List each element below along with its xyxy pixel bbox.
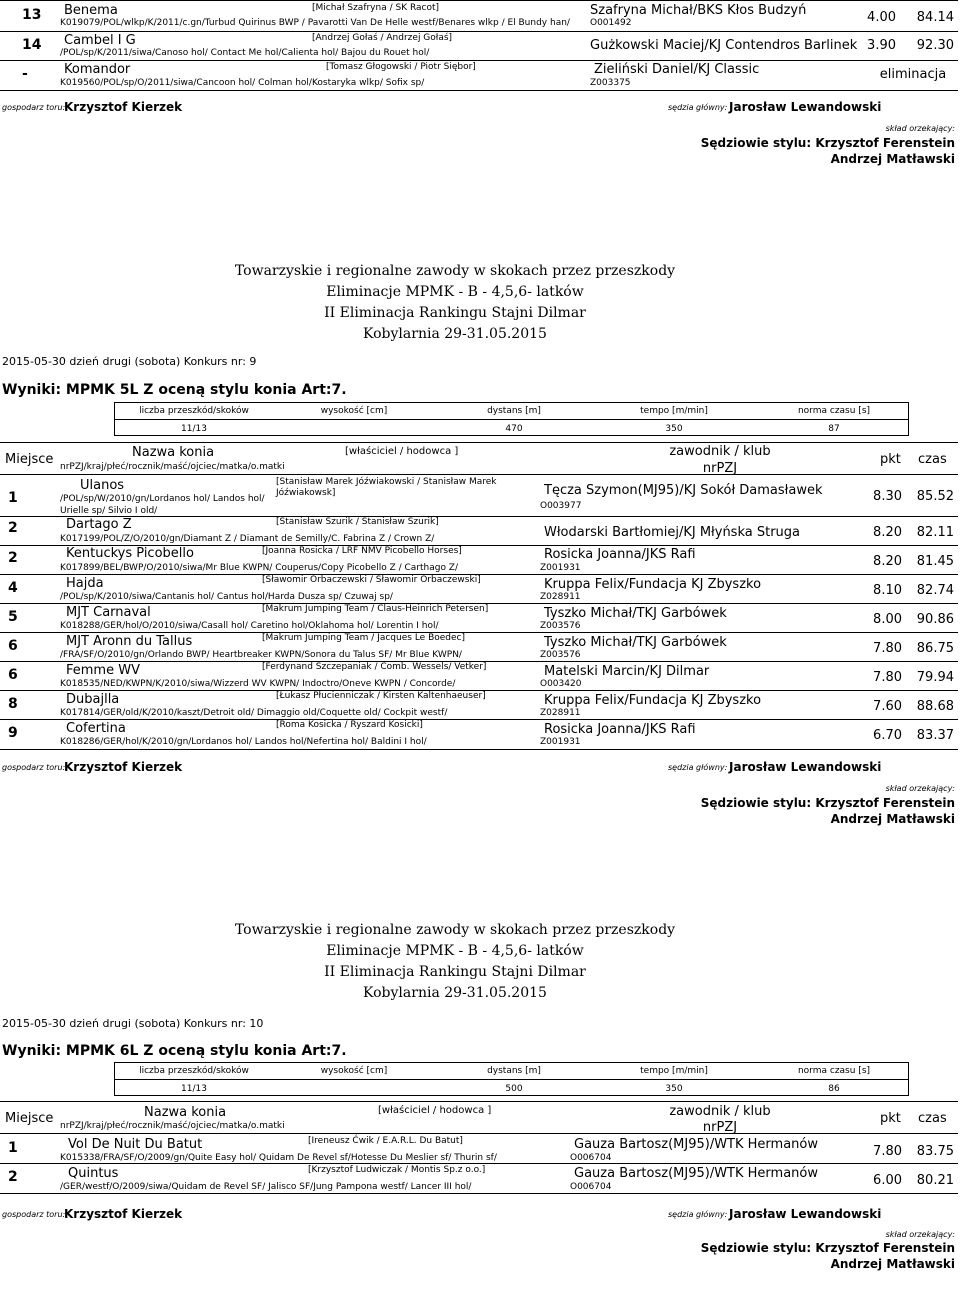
owner-breeder: [Michał Szafryna / SK Racot] (312, 3, 440, 13)
owner-breeder: [Łukasz Płucienniczak / Kirsten Kaltenhaeuser] (276, 691, 486, 701)
result-time: 86.75 (916, 641, 954, 656)
horse-name: MJT Carnaval (66, 605, 151, 620)
event-title: Towarzyskie i regionalne zawody w skokach przez przeszkody (234, 263, 676, 279)
horse-details: K018286/GER/hol/K/2010/gn/Lordanos hol/ Landos hol/Nefertina hol/ Baldini I hol/ (60, 737, 427, 747)
horse-details: K018288/GER/hol/O/2010/siwa/Casall hol/ Caretino hol/Oklahoma hol/ Lorentin I hol/ (60, 621, 439, 631)
result-time: 82.11 (916, 525, 954, 540)
owner-breeder: [Joanna Rosicka / LRF NMV Picobello Horses] (262, 546, 462, 556)
param-distance: 470 (505, 424, 523, 434)
horse-name: Cambel I G (64, 33, 136, 48)
rider-club: Kruppa Felix/Fundacja KJ Zbyszko (544, 577, 762, 592)
style-judges-label: Sędziowie stylu: (700, 1241, 812, 1255)
col-rider: zawodnik / klub (669, 444, 771, 459)
rider-license: Z028911 (540, 592, 581, 602)
owner-breeder: [Makrum Jumping Team / Claus-Heinrich Petersen] (262, 604, 489, 614)
competition-day: 2015-05-30 dzień drugi (sobota) Konkurs nr: 10 (2, 1017, 264, 1030)
horse-name: Ulanos (80, 478, 125, 493)
param-distance-label: dystans [m] (487, 406, 541, 416)
param-tempo: 350 (665, 1084, 683, 1094)
result-time: 92.30 (916, 38, 954, 53)
horse-details: /GER/westf/O/2009/siwa/Quidam de Revel SF/ Jalisco SF/Jung Pampona westf/ Lancer III hol/ (60, 1182, 472, 1192)
result-place: 4 (8, 580, 18, 596)
result-time: 83.75 (916, 1144, 954, 1159)
judge-name: Andrzej Matławski (830, 152, 955, 166)
owner-breeder: [Sławomir Orbaczewski / Sławomir Orbaczewski] (262, 575, 481, 585)
result-place: - (22, 66, 28, 82)
rider-license: O006704 (570, 1153, 612, 1163)
panel-label: skład orzekający: (885, 124, 955, 133)
horse-name: Benema (64, 3, 118, 18)
col-place: Miejsce (5, 452, 54, 467)
judge-name: Andrzej Matławski (830, 1257, 955, 1271)
param-tempo-label: tempo [m/min] (640, 1066, 708, 1076)
event-subtitle: Eliminacje MPMK - B - 4,5,6- latków (326, 943, 584, 959)
event-venue-date: Kobylarnia 29-31.05.2015 (363, 326, 547, 342)
result-place: 2 (8, 520, 18, 536)
col-horse-details: nrPZJ/kraj/płeć/rocznik/maść/ojciec/matka/o.matki (60, 462, 285, 472)
result-time: 80.21 (916, 1173, 954, 1188)
style-judges (700, 796, 955, 810)
horse-details: /POL/sp/K/2011/siwa/Canoso hol/ Contact Me hol/Calienta hol/ Bajou du Rouet hol/ (60, 48, 430, 58)
result-place: 5 (8, 609, 18, 625)
param-tempo-label: tempo [m/min] (640, 406, 708, 416)
col-rider-license: nrPZJ (702, 461, 738, 476)
col-owner: [właściciel / hodowca ] (345, 446, 459, 457)
result-points: 8.10 (873, 583, 902, 598)
rider-club: Gauza Bartosz(MJ95)/WTK Hermanów (574, 1137, 818, 1152)
result-time: 79.94 (916, 670, 954, 685)
col-rider: zawodnik / klub (669, 1104, 771, 1119)
style-judge-name: Krzysztof Ferenstein (815, 1241, 955, 1255)
result-time: 83.37 (916, 728, 954, 743)
result-place: 6 (8, 667, 18, 683)
result-points: 4.00 (867, 10, 896, 25)
host-name: Krzysztof Kierzek (64, 100, 183, 114)
rider-license: Z003576 (540, 650, 581, 660)
result-time: 82.74 (916, 583, 954, 598)
param-height-label: wysokość [cm] (320, 406, 388, 416)
event-ranking: II Eliminacja Rankingu Stajni Dilmar (324, 305, 586, 321)
course-parameters (114, 402, 909, 436)
col-place: Miejsce (5, 1111, 54, 1126)
owner-breeder: [Tomasz Głogowski / Piotr Siębor] (326, 62, 476, 72)
param-distance: 500 (505, 1084, 523, 1094)
rider-club: Włodarski Bartłomiej/KJ Młyńska Struga (544, 525, 801, 540)
rider-license: Z003576 (540, 621, 581, 631)
style-judges (700, 1241, 955, 1255)
result-place: 1 (8, 490, 18, 506)
result-time: 88.68 (916, 699, 954, 714)
result-place: 13 (22, 7, 42, 23)
result-place: 8 (8, 696, 18, 712)
col-horse-details: nrPZJ/kraj/płeć/rocznik/maść/ojciec/matka/o.matki (60, 1121, 285, 1131)
owner-breeder: [Makrum Jumping Team / Jacques Le Boedec] (262, 633, 465, 643)
host-label: gospodarz toru: (2, 103, 66, 112)
param-height-label: wysokość [cm] (320, 1066, 388, 1076)
horse-name: Hajda (66, 576, 104, 591)
event-title: Towarzyskie i regionalne zawody w skokach przez przeszkody (234, 922, 676, 938)
horse-details: K018535/NED/KWPN/K/2010/siwa/Wizzerd WV KWPN/ Indoctro/Oneve KWPN / Concorde/ (60, 679, 456, 689)
horse-name: Femme WV (66, 663, 140, 678)
param-time-norm: 86 (828, 1084, 840, 1094)
chief-judge-label: sędzia główny: (668, 1210, 728, 1219)
owner-breeder: [Ferdynand Szczepaniak / Comb. Wessels/ Vetker] (262, 662, 487, 672)
results-title: Wyniki: MPMK 6L Z oceną stylu konia Art:7. (2, 1043, 347, 1059)
result-place: 14 (22, 37, 42, 53)
col-horse: Nazwa konia (132, 445, 215, 460)
rider-club: Rosicka Joanna/JKS Rafi (544, 547, 696, 562)
horse-details: K017814/GER/old/K/2010/kaszt/Detroit old/ Dimaggio old/Coquette old/ Cockpit westf/ (60, 708, 448, 718)
panel-label: skład orzekający: (885, 1230, 955, 1239)
horse-name: Quintus (68, 1166, 119, 1181)
rider-club: Zieliński Daniel/KJ Classic (594, 62, 760, 77)
rider-club: Gużkowski Maciej/KJ Contendros Barlinek (590, 38, 858, 53)
param-obstacles: 11/13 (181, 1084, 207, 1094)
host-name: Krzysztof Kierzek (64, 760, 183, 774)
result-points: 8.20 (873, 525, 902, 540)
style-judges-label: Sędziowie stylu: (700, 796, 812, 810)
param-tempo: 350 (665, 424, 683, 434)
horse-details: K017199/POL/Z/O/2010/gn/Diamant Z / Diamant de Semilly/C. Fabrina Z / Crown Z/ (60, 534, 435, 544)
param-obstacles-label: liczba przeszkód/skoków (139, 1066, 249, 1076)
chief-judge-name: Jarosław Lewandowski (729, 100, 882, 114)
rider-club: Matelski Marcin/KJ Dilmar (544, 664, 710, 679)
rider-license: O003420 (540, 679, 582, 689)
param-time-norm-label: norma czasu [s] (797, 406, 871, 416)
col-time: czas (918, 1111, 947, 1126)
result-time: 90.86 (916, 612, 954, 627)
result-time: 85.52 (916, 489, 954, 504)
param-time-norm-label: norma czasu [s] (797, 1066, 871, 1076)
horse-name: Vol De Nuit Du Batut (68, 1137, 203, 1152)
horse-name: Dartago Z (66, 517, 132, 532)
horse-details-cont: Urielle sp/ Silvio I old/ (60, 506, 158, 516)
param-distance-label: dystans [m] (487, 1066, 541, 1076)
horse-name: Cofertina (66, 721, 126, 736)
result-place: 2 (8, 1169, 18, 1185)
col-points: pkt (880, 1111, 901, 1126)
rider-license: O001492 (590, 18, 632, 28)
horse-details: K017899/BEL/BWP/O/2010/siwa/Mr Blue KWPN/ Couperus/Copy Picobello Z / Carthago Z/ (60, 563, 459, 573)
horse-name: Komandor (64, 62, 131, 77)
owner-breeder: [Roma Kosicka / Ryszard Kosicki] (276, 720, 423, 730)
col-time: czas (918, 452, 947, 467)
judge-name: Andrzej Matławski (830, 812, 955, 826)
result-points: 3.90 (867, 38, 896, 53)
rider-license: Z001931 (540, 563, 581, 573)
owner-breeder: [Stanisław Szurik / Stanisław Szurik] (276, 517, 439, 527)
result-points: 7.60 (873, 699, 902, 714)
owner-breeder: [Stanisław Marek Jóźwiakowski / Stanisław Marek Jóźwiakowsk] (276, 477, 497, 498)
rider-club: Tyszko Michał/TKJ Garbówek (544, 606, 727, 621)
chief-judge-label: sędzia główny: (668, 103, 728, 112)
result-points: 8.20 (873, 554, 902, 569)
host-label: gospodarz toru: (2, 763, 66, 772)
param-obstacles: 11/13 (181, 424, 207, 434)
result-points: 6.00 (873, 1173, 902, 1188)
result-time: 84.14 (916, 10, 954, 25)
horse-details: /POL/sp/K/2010/siwa/Cantanis hol/ Cantus hol/Harda Dusza sp/ Czuwaj sp/ (60, 592, 393, 602)
event-ranking: II Eliminacja Rankingu Stajni Dilmar (324, 964, 586, 980)
rider-club: Tyszko Michał/TKJ Garbówek (544, 635, 727, 650)
result-points: 7.80 (873, 670, 902, 685)
result-place: 6 (8, 638, 18, 654)
rider-club: Kruppa Felix/Fundacja KJ Zbyszko (544, 693, 762, 708)
owner-breeder: [Krzysztof Ludwiczak / Montis Sp.z o.o.] (308, 1165, 486, 1175)
owner-breeder: [Andrzej Gołaś / Andrzej Gołaś] (312, 33, 453, 43)
event-subtitle: Eliminacje MPMK - B - 4,5,6- latków (326, 284, 584, 300)
results-title: Wyniki: MPMK 5L Z oceną stylu konia Art:7. (2, 382, 347, 398)
result-points: 7.80 (873, 1144, 902, 1159)
result-place: 9 (8, 725, 18, 741)
result-time: 81.45 (916, 554, 954, 569)
param-obstacles-label: liczba przeszkód/skoków (139, 406, 249, 416)
owner-breeder: [Ireneusz Ćwik / E.A.R.L. Du Batut] (308, 1136, 463, 1146)
course-parameters (114, 1062, 909, 1096)
result-points: 8.00 (873, 612, 902, 627)
col-points: pkt (880, 452, 901, 467)
col-rider-license: nrPZJ (702, 1120, 738, 1135)
rider-club: Szafryna Michał/BKS Kłos Budzyń (590, 3, 807, 18)
style-judge-name: Krzysztof Ferenstein (815, 796, 955, 810)
event-venue-date: Kobylarnia 29-31.05.2015 (363, 985, 547, 1001)
chief-judge-name: Jarosław Lewandowski (729, 760, 882, 774)
chief-judge-label: sędzia główny: (668, 763, 728, 772)
rider-license: O006704 (570, 1182, 612, 1192)
result-points: 7.80 (873, 641, 902, 656)
col-horse: Nazwa konia (144, 1105, 227, 1120)
horse-details: K019560/POL/sp/O/2011/siwa/Cancoon hol/ Colman hol/Kostaryka wlkp/ Sofix sp/ (60, 78, 425, 88)
horse-details: K019079/POL/wlkp/K/2011/c.gn/Turbud Quirinus BWP / Pavarotti Van De Helle westf/Benares wlkp / El Bundy han/ (60, 18, 570, 28)
horse-name: MJT Aronn du Tallus (66, 634, 193, 649)
rider-license: Z001931 (540, 737, 581, 747)
style-judges (700, 136, 955, 150)
horse-details: /FRA/SF/O/2010/gn/Orlando BWP/ Heartbreaker KWPN/Sonora du Talus SF/ Mr Blue KWPN/ (60, 650, 462, 660)
result-points: 8.30 (873, 489, 902, 504)
rider-license: Z003375 (590, 78, 631, 88)
panel-label: skład orzekający: (885, 784, 955, 793)
col-owner: [właściciel / hodowca ] (378, 1105, 492, 1116)
host-label: gospodarz toru: (2, 1210, 66, 1219)
style-judges-label: Sędziowie stylu: (700, 136, 812, 150)
competition-day: 2015-05-30 dzień drugi (sobota) Konkurs nr: 9 (2, 355, 257, 368)
horse-details: /POL/sp/W/2010/gn/Lordanos hol/ Landos hol/ (60, 494, 265, 504)
horse-details: K015338/FRA/SF/O/2009/gn/Quite Easy hol/ Quidam De Revel sf/Hotesse Du Meslier sf/ Thurin sf/ (60, 1153, 497, 1163)
rider-club: Gauza Bartosz(MJ95)/WTK Hermanów (574, 1166, 818, 1181)
result-points: 6.70 (873, 728, 902, 743)
rider-license: O003977 (540, 501, 582, 511)
horse-name: Kentuckys Picobello (66, 546, 194, 561)
param-time-norm: 87 (828, 424, 840, 434)
horse-name: Dubajlla (66, 692, 120, 707)
chief-judge-name: Jarosław Lewandowski (729, 1207, 882, 1221)
rider-club: Rosicka Joanna/JKS Rafi (544, 722, 696, 737)
rider-club: Tęcza Szymon(MJ95)/KJ Sokół Damasławek (544, 483, 823, 498)
result-place: 1 (8, 1140, 18, 1156)
style-judge-name: Krzysztof Ferenstein (815, 136, 955, 150)
result-place: 2 (8, 550, 18, 566)
host-name: Krzysztof Kierzek (64, 1207, 183, 1221)
result-status: eliminacja (879, 67, 947, 82)
rider-license: Z028911 (540, 708, 581, 718)
